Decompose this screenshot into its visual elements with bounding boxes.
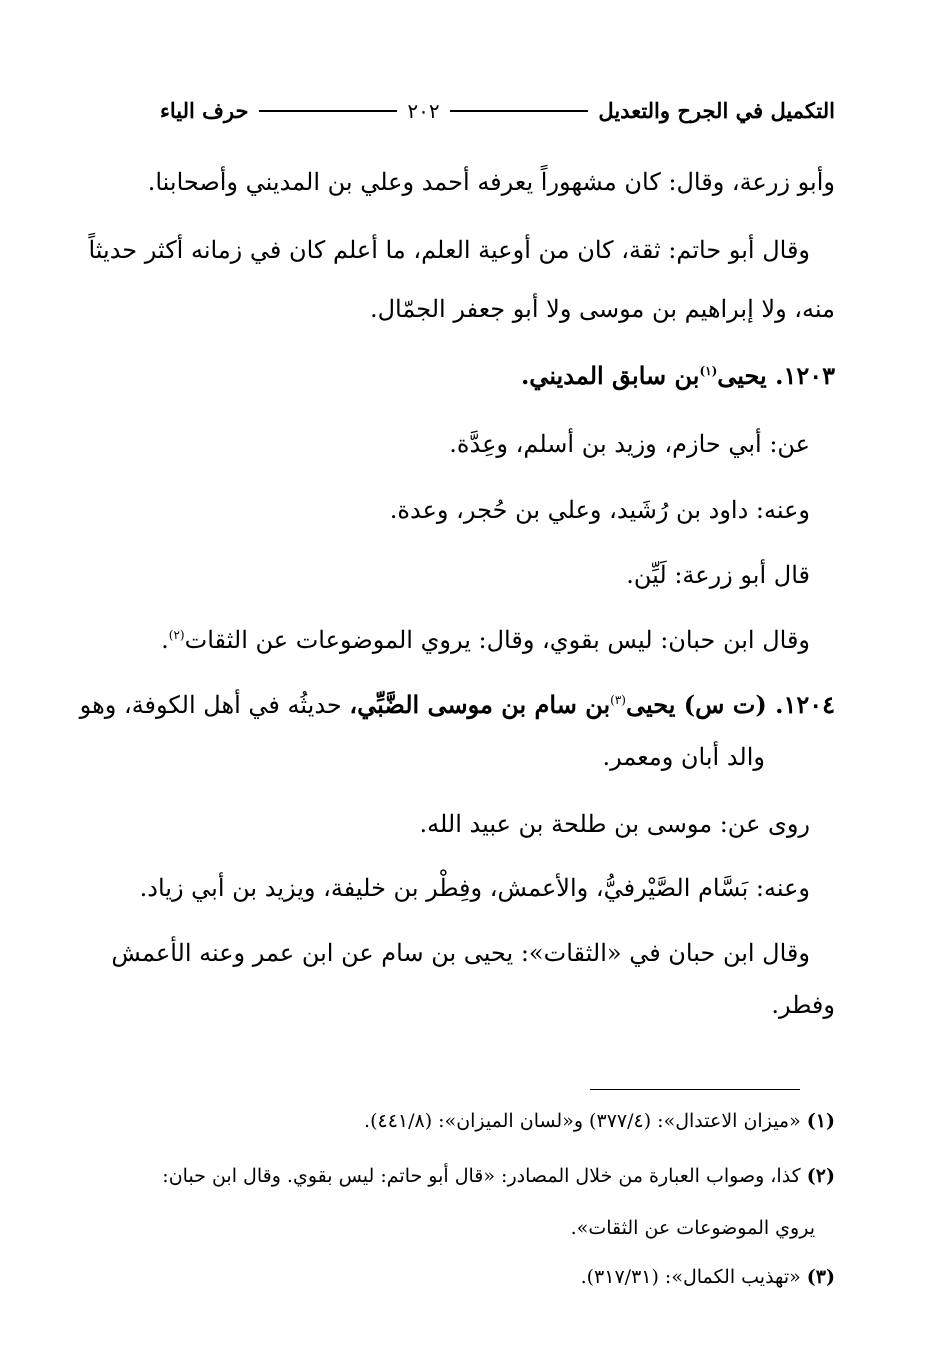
text-line: وعنه: داود بن رُشَيد، وعلي بن حُجر، وعدة.	[389, 496, 810, 524]
header-title: التكميل في الجرح والتعديل	[598, 98, 835, 123]
footnote: (١) «ميزان الاعتدال»: (٣٧٧/٤) و«لسان الميزان»: (٤٤١/٨).	[364, 1110, 835, 1132]
header-dash	[259, 110, 398, 112]
text-line: وفطر.	[771, 991, 835, 1019]
entry-number: ١٢٠٣. يحيى	[717, 361, 835, 390]
footnote: (٣) «تهذيب الكمال»: (٣١٧/٣١).	[580, 1266, 835, 1288]
text-line: منه، ولا إبراهيم بن موسى ولا أبو جعفر الجمّال.	[369, 295, 835, 323]
entry-rest: حديثُه في أهل الكوفة، وهو	[79, 691, 350, 719]
text-line: والد أبان ومعمر.	[602, 743, 765, 771]
running-header	[160, 98, 835, 123]
text-line: قال أبو زرعة: لَيِّن.	[626, 561, 810, 589]
entry-1204-heading	[79, 690, 835, 720]
text-line: وقال ابن حبان في «الثقات»: يحيى بن سام عن ابن عمر وعنه الأعمش	[111, 939, 810, 967]
footnote-continuation: يروي الموضوعات عن الثقات».	[570, 1217, 815, 1239]
entry-1203-heading	[110, 362, 835, 391]
footnote-ref: (٣)	[610, 693, 626, 707]
entry-number: ١٢٠٤. (ت س) يحيى	[625, 690, 835, 719]
text-line: وأبو زرعة، وقال: كان مشهوراً يعرفه أحمد وعلي بن المديني وأصحابنا.	[147, 168, 835, 196]
text-line: وقال أبو حاتم: ثقة، كان من أوعية العلم، ما أعلم كان في زمانه أكثر حديثاً	[88, 236, 810, 264]
footnote-ref: (١)	[699, 364, 718, 378]
footnote-ref: (٢)	[168, 628, 185, 642]
text-line: عن: أبي حازم، وزيد بن أسلم، وعِدَّة.	[449, 430, 810, 458]
header-dash	[450, 110, 589, 112]
footnote-separator	[590, 1089, 800, 1090]
text-line: وقال ابن حبان: ليس بقوي، وقال: يروي الموضوعات عن الثقات$^{(٢)}$.	[161, 626, 810, 654]
header-section: حرف الياء	[160, 98, 249, 123]
entry-name: بن سابق المديني.	[520, 361, 700, 390]
text-line: وعنه: بَسَّام الصَّيْرفيُّ، والأعمش، وفِطْر بن خليفة، ويزيد بن أبي زياد.	[139, 874, 810, 902]
text-line: روى عن: موسى بن طلحة بن عبيد الله.	[419, 810, 810, 838]
footnote: (٢) كذا، وصواب العبارة من خلال المصادر: «قال أبو حاتم: ليس بقوي. وقال ابن حبان:	[162, 1165, 835, 1187]
page-number: ٢٠٢	[407, 98, 440, 123]
entry-name: بن سام بن موسى الضَّبِّي،	[349, 690, 611, 719]
